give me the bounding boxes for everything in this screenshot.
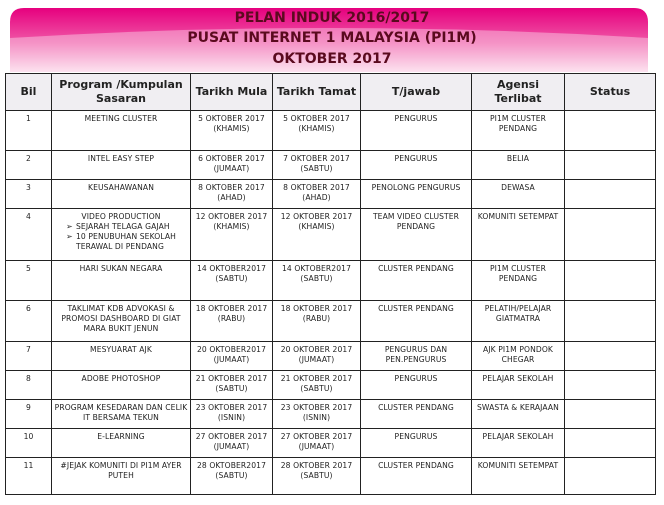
program-title: #JEJAK KOMUNITI DI PI1M AYER PUTEH bbox=[60, 461, 182, 480]
table-row bbox=[6, 400, 656, 429]
cell-program bbox=[52, 180, 191, 209]
table-body bbox=[6, 111, 656, 495]
cell-tjawab: TEAM VIDEO CLUSTER PENDANG bbox=[361, 209, 472, 261]
cell-agensi: PI1M CLUSTER PENDANG bbox=[472, 111, 565, 151]
cell-tarikh-mula bbox=[191, 458, 273, 495]
cell-status bbox=[565, 371, 656, 400]
cell-program bbox=[52, 400, 191, 429]
cell-bil: 11 bbox=[6, 458, 52, 495]
table-row bbox=[6, 301, 656, 342]
cell-tarikh-tamat bbox=[273, 458, 361, 495]
program-title: E-LEARNING bbox=[97, 432, 145, 441]
table-header-row bbox=[6, 74, 656, 111]
cell-status bbox=[565, 180, 656, 209]
schedule-table bbox=[5, 73, 656, 495]
cell-bil: 8 bbox=[6, 371, 52, 400]
mula-day: (KHAMIS) bbox=[213, 222, 250, 231]
col-header-tarikh-tamat: Tarikh Tamat bbox=[273, 74, 361, 111]
cell-bil: 10 bbox=[6, 429, 52, 458]
program-title: INTEL EASY STEP bbox=[87, 154, 155, 163]
cell-tarikh-tamat bbox=[273, 301, 361, 342]
cell-program bbox=[52, 429, 191, 458]
cell-tjawab: CLUSTER PENDANG bbox=[361, 458, 472, 495]
cell-agensi: SWASTA & KERAJAAN bbox=[472, 400, 565, 429]
title-plan: PELAN INDUK 2016/2017 bbox=[234, 10, 430, 26]
cell-program bbox=[52, 342, 191, 371]
cell-tarikh-tamat bbox=[273, 151, 361, 180]
table-row bbox=[6, 429, 656, 458]
cell-bil: 4 bbox=[6, 209, 52, 261]
program-title: ADOBE PHOTOSHOP bbox=[81, 374, 161, 383]
cell-bil: 2 bbox=[6, 151, 52, 180]
cell-bil: 5 bbox=[6, 261, 52, 301]
cell-tjawab: CLUSTER PENDANG bbox=[361, 301, 472, 342]
mula-day: (ISNIN) bbox=[217, 413, 246, 422]
program-title: VIDEO PRODUCTION bbox=[81, 212, 161, 221]
cell-agensi: AJK PI1M PONDOK CHEGAR bbox=[472, 342, 565, 371]
tamat-date: 12 OKTOBER 2017 bbox=[280, 212, 353, 221]
mula-date: 20 OKTOBER2017 bbox=[196, 345, 267, 354]
cell-tarikh-tamat bbox=[273, 261, 361, 301]
program-title: KEUSAHAWANAN bbox=[87, 183, 155, 192]
tamat-day: (RABU) bbox=[302, 314, 331, 323]
tamat-date: 5 OKTOBER 2017 bbox=[283, 114, 350, 123]
cell-agensi: PI1M CLUSTER PENDANG bbox=[472, 261, 565, 301]
mula-date: 28 OKTOBER2017 bbox=[196, 461, 267, 470]
mula-day: (JUMAAT) bbox=[213, 164, 250, 173]
mula-date: 12 OKTOBER 2017 bbox=[195, 212, 268, 221]
tamat-day: (AHAD) bbox=[302, 193, 331, 202]
program-title: TAKLIMAT KDB ADVOKASI & PROMOSI DASHBOARD DI GIAT MARA BUKIT JENUN bbox=[61, 304, 181, 333]
program-title: PROGRAM KESEDARAN DAN CELIK IT BERSAMA TEKUN bbox=[54, 403, 188, 422]
mula-date: 27 OKTOBER 2017 bbox=[195, 432, 268, 441]
cell-tarikh-mula bbox=[191, 151, 273, 180]
mula-date: 6 OKTOBER 2017 bbox=[198, 154, 265, 163]
cell-tarikh-mula bbox=[191, 261, 273, 301]
table-row bbox=[6, 180, 656, 209]
mula-day: (RABU) bbox=[217, 314, 246, 323]
cell-program bbox=[52, 209, 191, 261]
table-row bbox=[6, 209, 656, 261]
cell-agensi: KOMUNITI SETEMPAT bbox=[472, 458, 565, 495]
cell-tjawab: PENGURUS DAN PEN.PENGURUS bbox=[361, 342, 472, 371]
mula-date: 18 OKTOBER 2017 bbox=[195, 304, 268, 313]
cell-status bbox=[565, 400, 656, 429]
cell-tjawab: CLUSTER PENDANG bbox=[361, 261, 472, 301]
cell-tjawab: PENOLONG PENGURUS bbox=[361, 180, 472, 209]
col-header-agensi: Agensi Terlibat bbox=[472, 74, 565, 111]
tamat-date: 7 OKTOBER 2017 bbox=[283, 154, 350, 163]
mula-day: (JUMAAT) bbox=[213, 355, 250, 364]
cell-agensi: DEWASA bbox=[472, 180, 565, 209]
mula-date: 14 OKTOBER2017 bbox=[196, 264, 267, 273]
mula-day: (AHAD) bbox=[217, 193, 246, 202]
tamat-date: 21 OKTOBER 2017 bbox=[280, 374, 353, 383]
cell-tarikh-tamat bbox=[273, 209, 361, 261]
title-month: OKTOBER 2017 bbox=[272, 51, 392, 67]
cell-tarikh-mula bbox=[191, 371, 273, 400]
tamat-day: (KHAMIS) bbox=[298, 222, 335, 231]
cell-agensi: KOMUNITI SETEMPAT bbox=[472, 209, 565, 261]
cell-tjawab: PENGURUS bbox=[361, 151, 472, 180]
tamat-date: 28 OKTOBER 2017 bbox=[280, 461, 353, 470]
col-header-status: Status bbox=[565, 74, 656, 111]
tamat-date: 20 OKTOBER 2017 bbox=[280, 345, 353, 354]
program-sub-item: ➢ SEJARAH TELAGA GAJAH bbox=[66, 222, 188, 232]
cell-tjawab: PENGURUS bbox=[361, 111, 472, 151]
cell-tarikh-tamat bbox=[273, 371, 361, 400]
cell-tarikh-mula bbox=[191, 209, 273, 261]
cell-agensi: PELATIH/PELAJAR GIATMATRA bbox=[472, 301, 565, 342]
cell-program bbox=[52, 261, 191, 301]
cell-tjawab: PENGURUS bbox=[361, 429, 472, 458]
tamat-date: 23 OKTOBER 2017 bbox=[280, 403, 353, 412]
cell-program bbox=[52, 371, 191, 400]
table-row bbox=[6, 458, 656, 495]
cell-agensi: BELIA bbox=[472, 151, 565, 180]
cell-status bbox=[565, 151, 656, 180]
table-row bbox=[6, 371, 656, 400]
cell-status bbox=[565, 301, 656, 342]
col-header-tarikh-mula: Tarikh Mula bbox=[191, 74, 273, 111]
cell-tarikh-tamat bbox=[273, 429, 361, 458]
cell-tarikh-tamat bbox=[273, 180, 361, 209]
tamat-date: 8 OKTOBER 2017 bbox=[283, 183, 350, 192]
title-center: PUSAT INTERNET 1 MALAYSIA (PI1M) bbox=[187, 30, 477, 46]
mula-date: 21 OKTOBER 2017 bbox=[195, 374, 268, 383]
cell-tarikh-mula bbox=[191, 180, 273, 209]
tamat-date: 27 OKTOBER 2017 bbox=[280, 432, 353, 441]
col-header-program: Program /Kumpulan Sasaran bbox=[52, 74, 191, 111]
cell-tarikh-tamat bbox=[273, 400, 361, 429]
cell-status bbox=[565, 209, 656, 261]
cell-status bbox=[565, 458, 656, 495]
cell-program bbox=[52, 458, 191, 495]
tamat-day: (KHAMIS) bbox=[298, 124, 335, 133]
tamat-day: (SABTU) bbox=[300, 274, 333, 283]
cell-tarikh-mula bbox=[191, 342, 273, 371]
tamat-date: 14 OKTOBER2017 bbox=[281, 264, 352, 273]
cell-program bbox=[52, 151, 191, 180]
table-row bbox=[6, 151, 656, 180]
cell-program bbox=[52, 301, 191, 342]
cell-bil: 7 bbox=[6, 342, 52, 371]
cell-tarikh-tamat bbox=[273, 342, 361, 371]
mula-day: (SABTU) bbox=[215, 471, 248, 480]
cell-program bbox=[52, 111, 191, 151]
cell-status bbox=[565, 111, 656, 151]
table-row bbox=[6, 342, 656, 371]
tamat-day: (JUMAAT) bbox=[298, 442, 335, 451]
cell-bil: 9 bbox=[6, 400, 52, 429]
cell-bil: 1 bbox=[6, 111, 52, 151]
cell-tjawab: PENGURUS bbox=[361, 371, 472, 400]
col-header-tjawab: T/jawab bbox=[361, 74, 472, 111]
cell-tarikh-tamat bbox=[273, 111, 361, 151]
mula-date: 8 OKTOBER 2017 bbox=[198, 183, 265, 192]
cell-agensi: PELAJAR SEKOLAH bbox=[472, 371, 565, 400]
mula-day: (SABTU) bbox=[215, 384, 248, 393]
cell-agensi: PELAJAR SEKOLAH bbox=[472, 429, 565, 458]
tamat-day: (JUMAAT) bbox=[298, 355, 335, 364]
mula-day: (KHAMIS) bbox=[213, 124, 250, 133]
program-title: HARI SUKAN NEGARA bbox=[79, 264, 163, 273]
mula-day: (SABTU) bbox=[215, 274, 248, 283]
col-header-bil: Bil bbox=[6, 74, 52, 111]
tamat-day: (SABTU) bbox=[300, 471, 333, 480]
cell-tarikh-mula bbox=[191, 301, 273, 342]
tamat-day: (ISNIN) bbox=[302, 413, 331, 422]
cell-tarikh-mula bbox=[191, 400, 273, 429]
cell-status bbox=[565, 261, 656, 301]
cell-status bbox=[565, 429, 656, 458]
tamat-day: (SABTU) bbox=[300, 164, 333, 173]
program-title: MEETING CLUSTER bbox=[84, 114, 158, 123]
program-title: MESYUARAT AJK bbox=[90, 345, 152, 354]
program-sub-item: ➢ 10 PENUBUHAN SEKOLAH TERAWAL DI PENDANG bbox=[66, 232, 188, 252]
cell-bil: 3 bbox=[6, 180, 52, 209]
table-row bbox=[6, 111, 656, 151]
program-sub-list bbox=[54, 222, 188, 252]
cell-bil: 6 bbox=[6, 301, 52, 342]
cell-tjawab: CLUSTER PENDANG bbox=[361, 400, 472, 429]
cell-status bbox=[565, 342, 656, 371]
cell-tarikh-mula bbox=[191, 429, 273, 458]
tamat-date: 18 OKTOBER 2017 bbox=[280, 304, 353, 313]
mula-date: 5 OKTOBER 2017 bbox=[198, 114, 265, 123]
cell-tarikh-mula bbox=[191, 111, 273, 151]
table-row bbox=[6, 261, 656, 301]
tamat-day: (SABTU) bbox=[300, 384, 333, 393]
mula-day: (JUMAAT) bbox=[213, 442, 250, 451]
mula-date: 23 OKTOBER 2017 bbox=[195, 403, 268, 412]
